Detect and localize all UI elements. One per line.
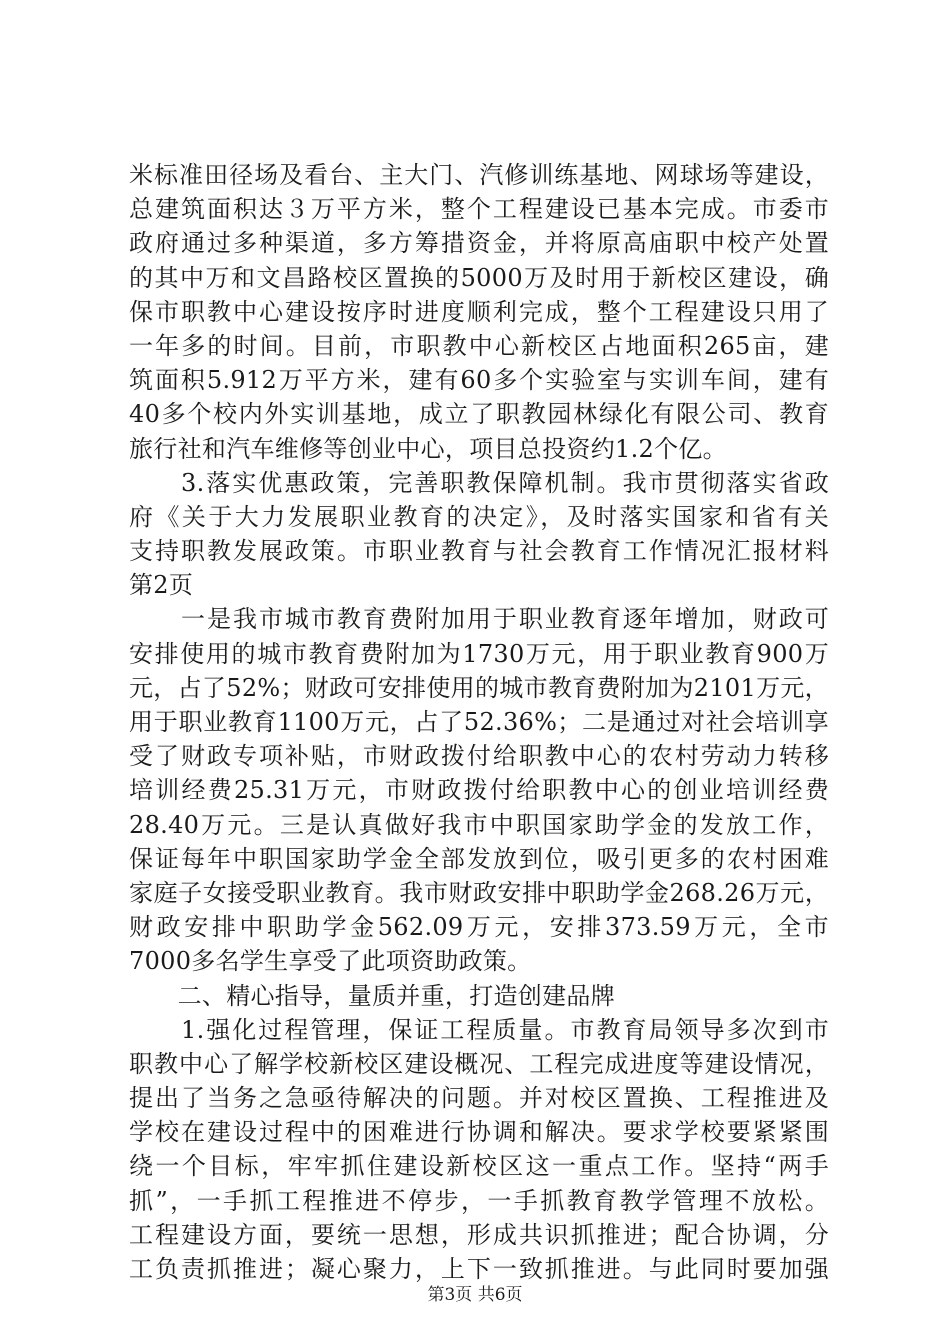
text-line: 家庭子女接受职业教育。我市财政安排中职助学金268.26万元， xyxy=(129,878,829,907)
text-line: 保市职教中心建设按序时进度顺利完成，整个工程建设只用了 xyxy=(129,297,829,326)
text-line: 学校在建设过程中的困难进行协调和解决。要求学校要紧紧围 xyxy=(129,1118,829,1147)
text-line: 提出了当务之急亟待解决的问题。并对校区置换、工程推进及 xyxy=(129,1084,829,1113)
text-line: 绕一个目标，牢牢抓住建设新校区这一重点工作。坚持“两手 xyxy=(129,1152,829,1181)
page-footer: 第3页 共6页 xyxy=(427,1285,523,1305)
text-line: 府《关于大力发展职业教育的决定》，及时落实国家和省有关 xyxy=(129,502,829,531)
text-line: 一年多的时间。目前，市职教中心新校区占地面积265亩，建 xyxy=(129,331,829,360)
text-line: 财政安排中职助学金562.09万元，安排373.59万元，全市 xyxy=(129,913,829,942)
text-line: 40多个校内外实训基地，成立了职教园林绿化有限公司、教育 xyxy=(129,400,829,429)
text-line: 二、精心指导，量质并重，打造创建品牌 xyxy=(129,981,615,1010)
text-line: 受了财政专项补贴，市财政拨付给职教中心的农村劳动力转移 xyxy=(129,742,829,771)
text-line: 一是我市城市教育费附加用于职业教育逐年增加，财政可 xyxy=(129,605,829,634)
text-line: 职教中心了解学校新校区建设概况、工程完成进度等建设情况， xyxy=(129,1049,829,1078)
text-line: 7000多名学生享受了此项资助政策。 xyxy=(129,947,532,976)
text-line: 元，占了52%；财政可安排使用的城市教育费附加为2101万元， xyxy=(129,673,829,702)
text-line: 筑面积5.912万平方米，建有60多个实验室与实训车间，建有 xyxy=(129,366,829,395)
text-line: 3.落实优惠政策，完善职教保障机制。我市贯彻落实省政 xyxy=(129,468,829,497)
text-line: 总建筑面积达３万平方米，整个工程建设已基本完成。市委市 xyxy=(129,195,829,224)
text-line: 1.强化过程管理，保证工程质量。市教育局领导多次到市 xyxy=(129,1015,829,1044)
text-line: 培训经费25.31万元，市财政拨付给职教中心的创业培训经费 xyxy=(129,776,829,805)
document-body xyxy=(129,158,829,1286)
text-line: 用于职业教育1100万元，占了52.36%；二是通过对社会培训享 xyxy=(129,708,829,736)
text-line: 28.40万元。三是认真做好我市中职国家助学金的发放工作， xyxy=(129,810,829,839)
text-line: 工负责抓推进；凝心聚力，上下一致抓推进。与此同时要加强 xyxy=(129,1255,829,1283)
text-line: 安排使用的城市教育费附加为1730万元，用于职业教育900万 xyxy=(129,639,829,668)
text-line: 抓”，一手抓工程推进不停步，一手抓教育教学管理不放松。 xyxy=(129,1186,829,1215)
text-line: 的其中万和文昌路校区置换的5000万及时用于新校区建设，确 xyxy=(129,263,829,292)
text-line: 米标准田径场及看台、主大门、汽修训练基地、网球场等建设， xyxy=(129,161,829,189)
text-line: 工程建设方面，要统一思想，形成共识抓推进；配合协调，分 xyxy=(129,1220,829,1249)
text-line: 第2页 xyxy=(129,571,194,600)
text-line: 支持职教发展政策。市职业教育与社会教育工作情况汇报材料 xyxy=(129,537,829,566)
text-line: 政府通过多种渠道，多方筹措资金，并将原高庙职中校产处置 xyxy=(129,229,829,258)
text-line: 保证每年中职国家助学金全部发放到位，吸引更多的农村困难 xyxy=(129,844,829,873)
text-line: 旅行社和汽车维修等创业中心，项目总投资约1.2个亿。 xyxy=(129,434,727,463)
